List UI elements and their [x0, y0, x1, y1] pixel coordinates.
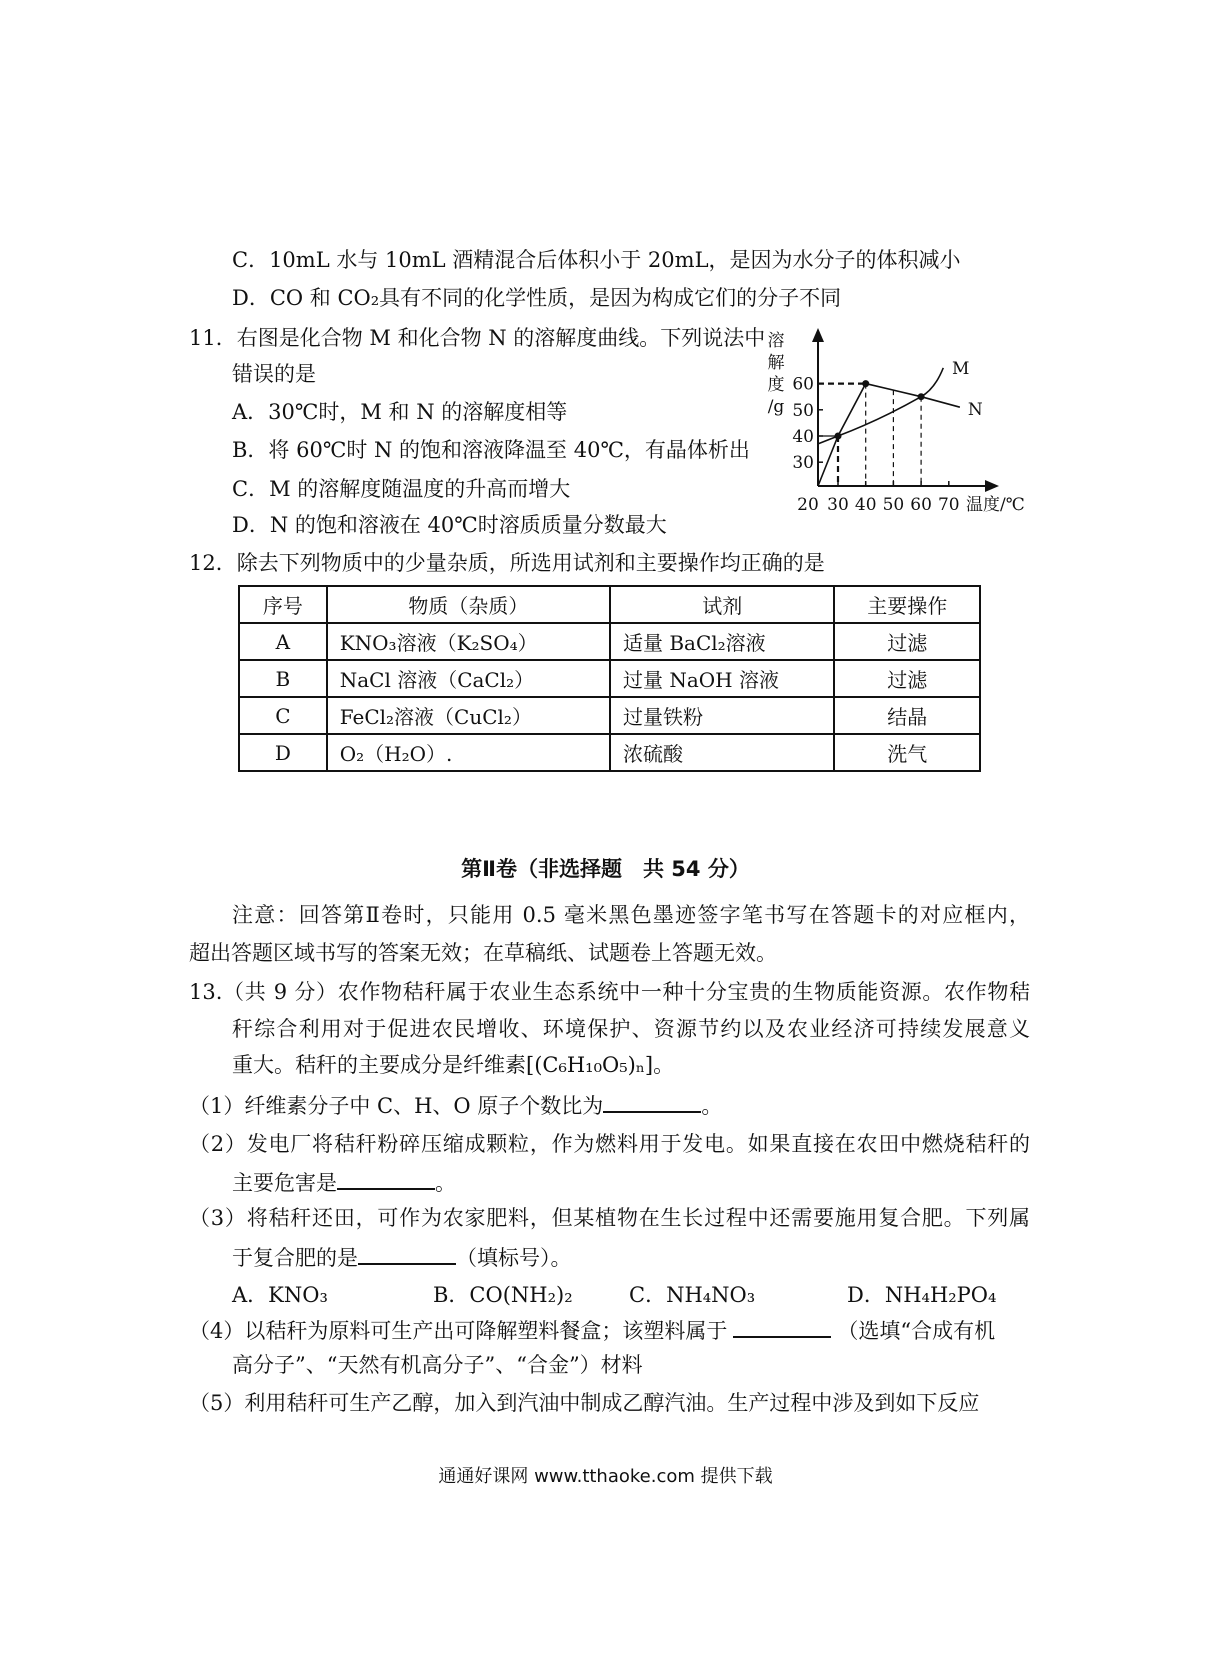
cell-substance: NaCl 溶液（CaCl₂） — [327, 660, 610, 697]
q10-option-d: D．CO 和 CO₂具有不同的化学性质，是因为构成它们的分子不同 — [232, 286, 842, 310]
cell-id: D — [239, 734, 327, 771]
q11-option-c: C．M 的溶解度随温度的升高而增大 — [232, 477, 571, 501]
notice-line2: 超出答题区域书写的答案无效；在草稿纸、试题卷上答题无效。 — [189, 941, 777, 965]
part2-title: 第Ⅱ卷（非选择题 共 54 分） — [461, 857, 750, 881]
table-row — [239, 697, 980, 734]
series-label-m: M — [952, 358, 970, 379]
cell-operation: 过滤 — [834, 623, 980, 660]
cell-substance: KNO₃溶液（K₂SO₄） — [327, 623, 610, 660]
q11-option-a: A．30℃时，M 和 N 的溶解度相等 — [232, 400, 568, 424]
answer-blank[interactable] — [337, 1168, 435, 1190]
x-tick-label: 50 — [882, 495, 905, 515]
table-row — [239, 623, 980, 660]
part4-text: （4）以秸秆为原料可生产出可降解塑料餐盒；该塑料属于 — [189, 1319, 728, 1343]
x-tick-label: 60 — [910, 495, 932, 515]
part2-text: 主要危害是 — [232, 1171, 337, 1195]
x-tick-label: 20 — [797, 495, 819, 515]
data-point — [862, 380, 869, 387]
q13-stem: 13.（共 9 分）农作物秸秆属于农业生态系统中一种十分宝贵的生物质能资源。农作物秸 — [189, 980, 1030, 1004]
q13-part1 — [189, 1091, 722, 1119]
q13-part3: （3）将秸秆还田，可作为农家肥料，但某植物在生长过程中还需要施用复合肥。下列属 — [189, 1206, 1030, 1230]
cell-reagent: 过量铁粉 — [610, 697, 834, 734]
part3-text: 于复合肥的是 — [232, 1246, 358, 1270]
q11-option-d: D．N 的饱和溶液在 40℃时溶质质量分数最大 — [232, 513, 667, 537]
q11-option-b: B．将 60℃时 N 的饱和溶液降温至 40℃，有晶体析出 — [232, 438, 750, 462]
cell-substance: FeCl₂溶液（CuCl₂） — [327, 697, 610, 734]
part2-end: 。 — [435, 1171, 456, 1195]
table-row — [239, 734, 980, 771]
q10-option-c: C．10mL 水与 10mL 酒精混合后体积小于 20mL，是因为水分子的体积减小 — [232, 248, 961, 272]
y-axis-label: 溶 — [767, 331, 785, 351]
cell-substance: O₂（H₂O）. — [327, 734, 610, 771]
y-axis-arrow-icon — [812, 328, 824, 342]
q13-part2-cont — [232, 1168, 456, 1196]
series-label-n: N — [967, 400, 983, 421]
q13-stem-cont2: 重大。秸秆的主要成分是纤维素[(C₆H₁₀O₅)ₙ]。 — [232, 1053, 675, 1077]
q12-stem: 12．除去下列物质中的少量杂质，所选用试剂和主要操作均正确的是 — [189, 551, 825, 575]
q13-part5: （5）利用秸秆可生产乙醇，加入到汽油中制成乙醇汽油。生产过程中涉及到如下反应 — [189, 1391, 980, 1415]
header-cell: 主要操作 — [834, 586, 980, 623]
q12-table — [238, 585, 981, 772]
fertilizer-option-a: A．KNO₃ — [232, 1283, 328, 1307]
cell-reagent: 过量 NaOH 溶液 — [610, 660, 834, 697]
fertilizer-option-d: D．NH₄H₂PO₄ — [847, 1283, 997, 1307]
q13-part2: （2）发电厂将秸秆粉碎压缩成颗粒，作为燃料用于发电。如果直接在农田中燃烧秸秆的 — [189, 1132, 1030, 1156]
q13-stem-cont: 秆综合利用对于促进农民增收、环境保护、资源节约以及农业经济可持续发展意义 — [232, 1017, 1030, 1041]
cell-id: A — [239, 623, 327, 660]
y-axis-label: 度 — [767, 375, 785, 395]
cell-reagent: 适量 BaCl₂溶液 — [610, 623, 834, 660]
y-tick-label: 40 — [792, 427, 814, 447]
table-header-row — [239, 586, 980, 623]
data-point — [918, 393, 925, 400]
cell-id: B — [239, 660, 327, 697]
curve-m — [818, 368, 943, 444]
y-tick-label: 60 — [792, 374, 814, 395]
y-tick-label: 30 — [792, 453, 814, 474]
notice-line1: 注意：回答第Ⅱ卷时，只能用 0.5 毫米黑色墨迹签字笔书写在答题卡的对应框内， — [232, 903, 1030, 927]
part3-end: （填标号）。 — [456, 1246, 572, 1270]
q11-stem-cont: 错误的是 — [232, 362, 316, 386]
cell-operation: 过滤 — [834, 660, 980, 697]
x-tick-label: 70 — [937, 495, 960, 515]
cell-operation: 结晶 — [834, 697, 980, 734]
cell-id: C — [239, 697, 327, 734]
cell-reagent: 浓硫酸 — [610, 734, 834, 771]
y-tick-label: 50 — [792, 400, 814, 421]
x-tick-label: 30 — [827, 495, 849, 515]
y-axis-label: /g — [767, 397, 785, 417]
answer-blank[interactable] — [603, 1091, 701, 1113]
x-axis-label: 温度/℃ — [966, 495, 1025, 515]
part4-end: （选填“合成有机 — [837, 1319, 996, 1343]
q13-part4-cont: 高分子”、“天然有机高分子”、“合金”）材料 — [232, 1353, 643, 1377]
x-tick-label: 40 — [854, 495, 877, 515]
q13-part3-cont — [232, 1243, 572, 1271]
q11-stem: 11．右图是化合物 M 和化合物 N 的溶解度曲线。下列说法中 — [189, 326, 766, 350]
header-cell: 试剂 — [610, 586, 834, 623]
answer-blank[interactable] — [358, 1243, 456, 1265]
header-cell: 物质（杂质） — [327, 586, 610, 623]
footer-credit: 通通好课网 www.tthaoke.com 提供下载 — [438, 1466, 773, 1487]
x-axis-arrow-icon — [985, 480, 999, 492]
part1-text: （1）纤维素分子中 C、H、O 原子个数比为 — [189, 1094, 604, 1118]
table-row — [239, 660, 980, 697]
y-axis-label: 解 — [767, 353, 785, 373]
answer-blank[interactable] — [733, 1316, 831, 1338]
q13-part4 — [189, 1316, 995, 1344]
cell-operation: 洗气 — [834, 734, 980, 771]
header-cell: 序号 — [239, 586, 327, 623]
fertilizer-option-c: C．NH₄NO₃ — [629, 1283, 756, 1307]
data-point — [835, 433, 842, 440]
fertilizer-option-b: B．CO(NH₂)₂ — [433, 1283, 573, 1307]
part1-end: 。 — [701, 1094, 723, 1118]
